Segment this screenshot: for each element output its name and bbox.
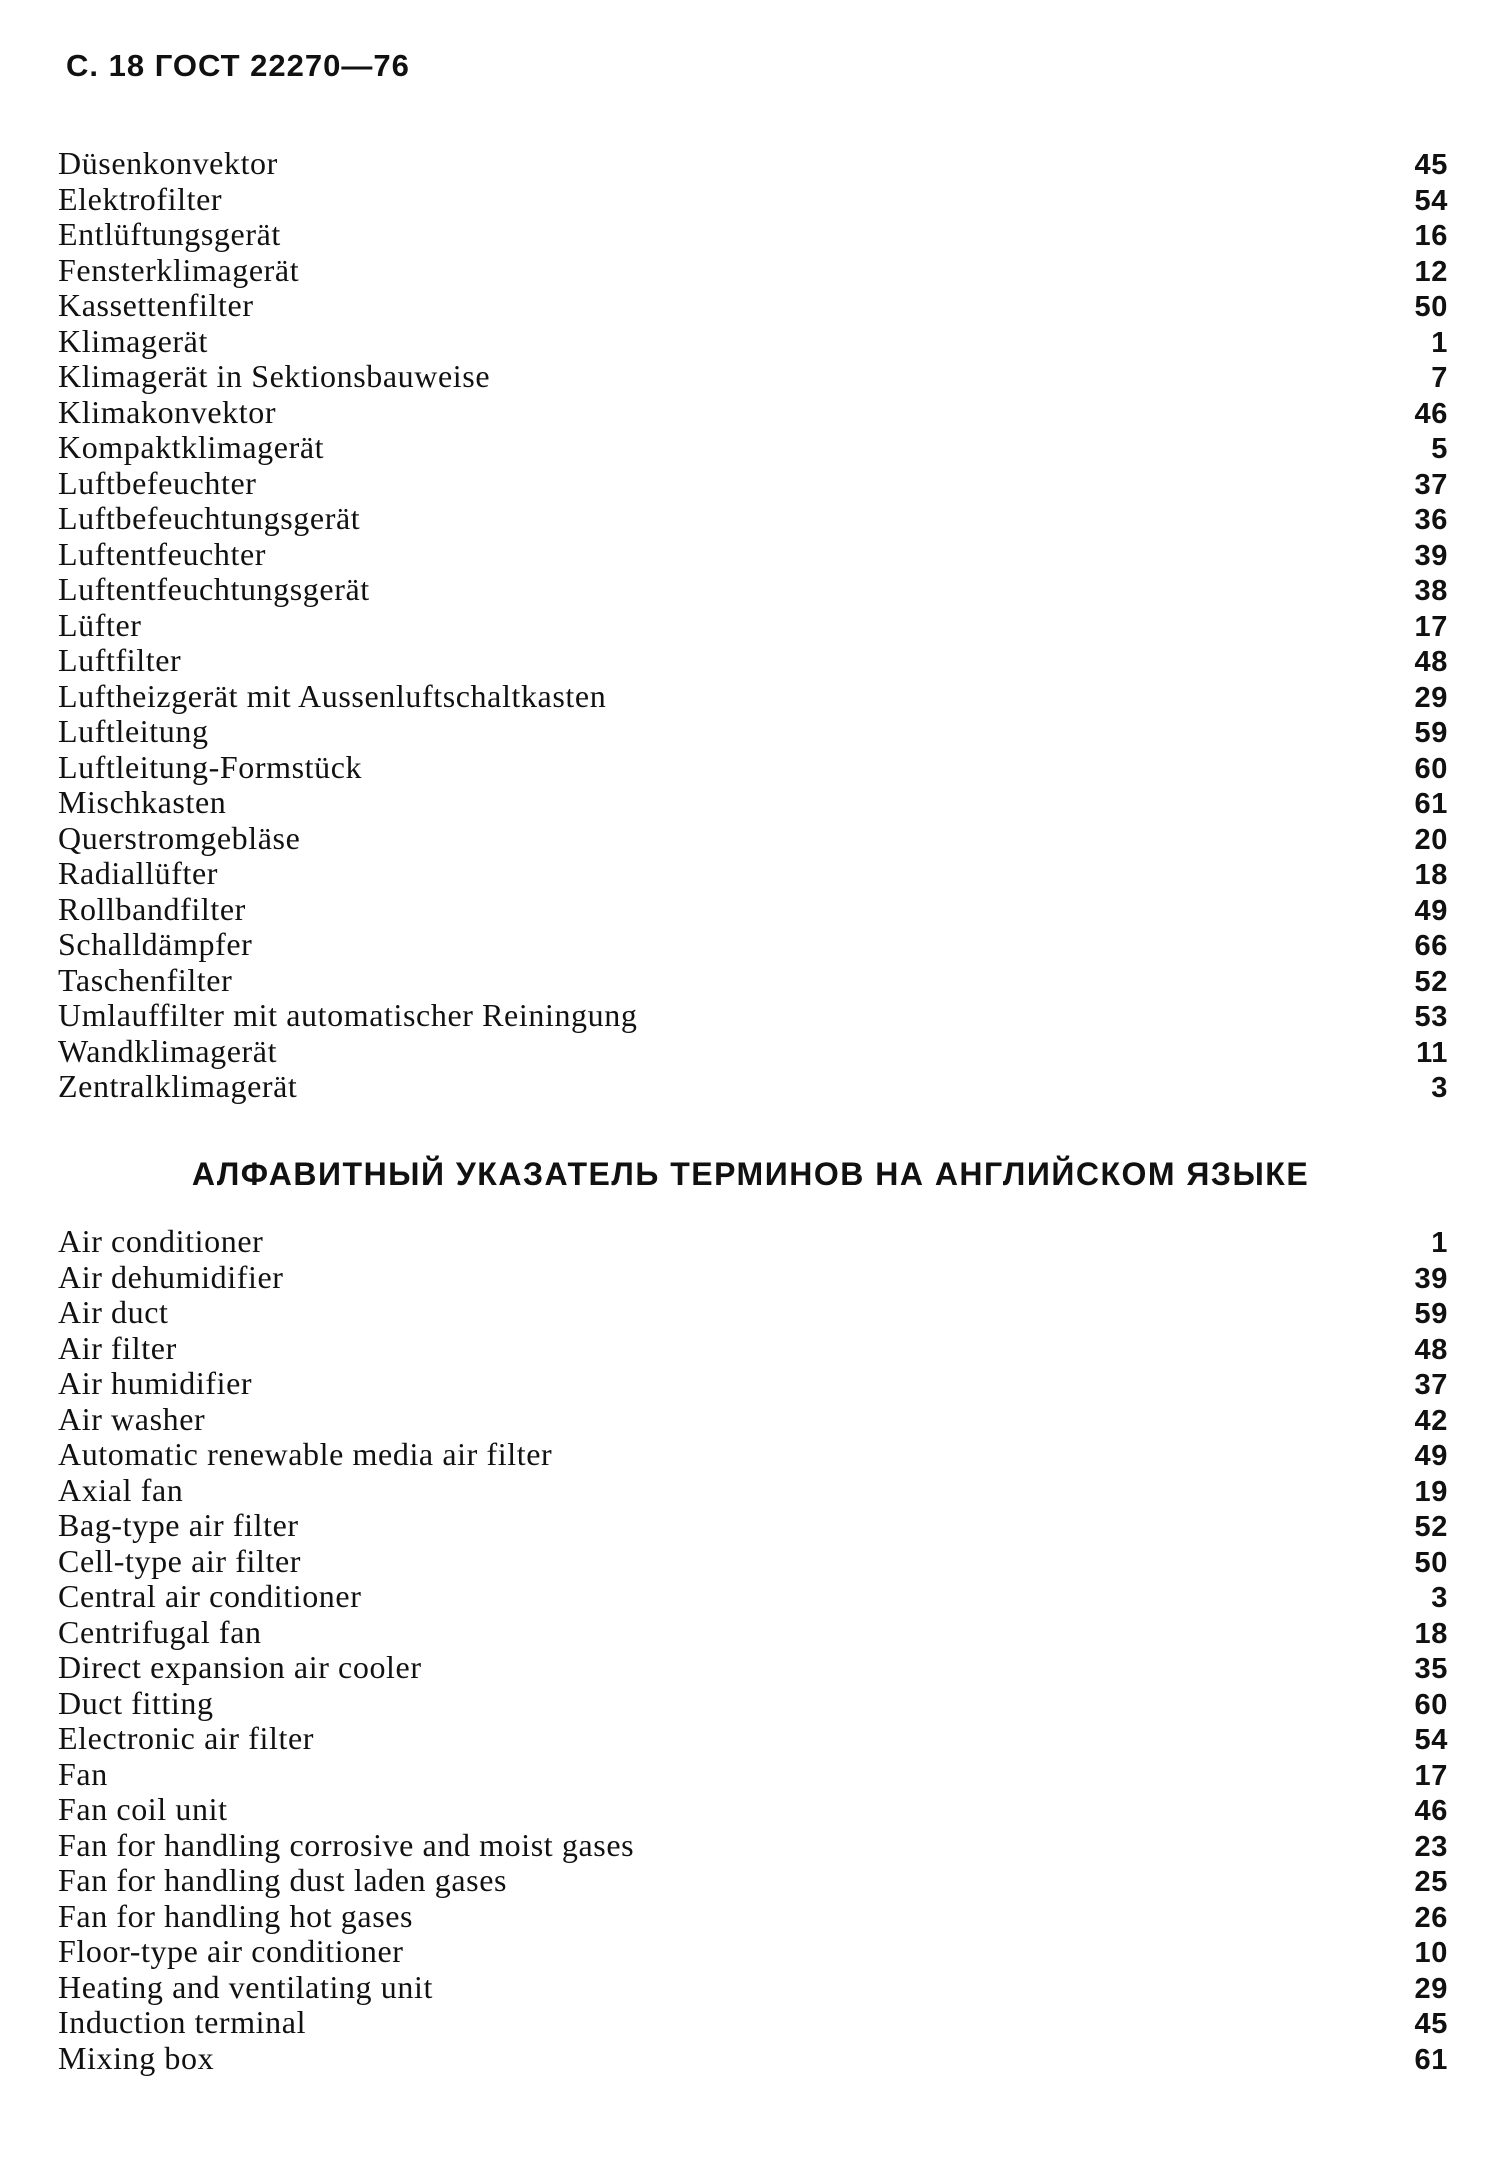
index-row bbox=[58, 1331, 1448, 1367]
index-term: Direct expansion air cooler bbox=[58, 1649, 422, 1685]
index-term: Floor-type air conditioner bbox=[58, 1933, 404, 1969]
index-term: Luftentfeuchtungsgerät bbox=[58, 571, 370, 607]
term-number: 37 bbox=[1414, 468, 1448, 501]
index-row bbox=[58, 998, 1448, 1034]
index-row bbox=[58, 927, 1448, 963]
index-row bbox=[58, 714, 1448, 750]
index-term: Umlauffilter mit automatischer Reiningung bbox=[58, 997, 638, 1033]
term-number: 35 bbox=[1414, 1653, 1448, 1685]
index-row bbox=[58, 679, 1448, 715]
index-row bbox=[58, 2041, 1448, 2077]
index-term: Mischkasten bbox=[58, 784, 227, 820]
index-row bbox=[58, 1615, 1448, 1651]
index-term: Entlüftungsgerät bbox=[58, 216, 281, 252]
term-number: 16 bbox=[1414, 220, 1448, 252]
index-term: Air filter bbox=[58, 1329, 177, 1366]
index-row bbox=[58, 1899, 1448, 1935]
index-term: Bag-type air filter bbox=[58, 1507, 299, 1543]
term-number: 39 bbox=[1414, 539, 1448, 572]
index-row bbox=[58, 1757, 1448, 1793]
index-term: Rollbandfilter bbox=[58, 890, 246, 927]
index-term: Schalldämpfer bbox=[58, 926, 253, 962]
index-term: Air dehumidifier bbox=[58, 1258, 284, 1295]
index-term: Fan for handling hot gases bbox=[58, 1897, 414, 1934]
index-row bbox=[58, 359, 1448, 395]
index-term: Air humidifier bbox=[58, 1365, 253, 1401]
index-row bbox=[58, 2005, 1448, 2041]
term-number: 36 bbox=[1414, 504, 1448, 536]
index-term: Luftheizgerät mit Aussenluftschaltkasten bbox=[58, 677, 607, 714]
index-row bbox=[58, 608, 1448, 644]
index-row bbox=[58, 963, 1448, 999]
english-index-heading: АЛФАВИТНЫЙ УКАЗАТЕЛЬ ТЕРМИНОВ НА АНГЛИЙСКОМ ЯЗЫКЕ bbox=[191, 1156, 1310, 1192]
index-row bbox=[58, 1686, 1448, 1722]
index-row bbox=[58, 1402, 1448, 1438]
index-term: Radiallüfter bbox=[58, 855, 219, 891]
index-term: Centrifugal fan bbox=[58, 1613, 262, 1650]
index-term: Luftleitung-Formstück bbox=[58, 748, 363, 785]
index-row bbox=[58, 1295, 1448, 1331]
term-number: 53 bbox=[1414, 1001, 1448, 1033]
term-number: 17 bbox=[1414, 610, 1448, 643]
index-term: Air washer bbox=[58, 1400, 206, 1437]
term-number: 60 bbox=[1414, 1688, 1448, 1721]
index-row bbox=[58, 324, 1448, 360]
index-term: Electronic air filter bbox=[58, 1720, 315, 1756]
term-number: 3 bbox=[1431, 1072, 1448, 1104]
term-number: 20 bbox=[1414, 823, 1448, 856]
term-number: 3 bbox=[1431, 1582, 1448, 1614]
index-row bbox=[58, 1544, 1448, 1580]
page-header: С. 18 ГОСТ 22270—76 bbox=[66, 48, 410, 83]
term-number: 61 bbox=[1414, 2043, 1448, 2076]
index-row bbox=[58, 1366, 1448, 1402]
term-number: 46 bbox=[1414, 397, 1448, 430]
term-number: 50 bbox=[1414, 291, 1448, 323]
index-row bbox=[58, 1034, 1448, 1070]
index-term: Automatic renewable media air filter bbox=[58, 1436, 553, 1472]
term-number: 59 bbox=[1414, 1298, 1448, 1330]
index-term: Air conditioner bbox=[58, 1223, 264, 1259]
index-row bbox=[58, 821, 1448, 857]
index-row bbox=[58, 1934, 1448, 1970]
term-number: 50 bbox=[1414, 1546, 1448, 1579]
index-row bbox=[58, 182, 1448, 218]
term-number: 10 bbox=[1414, 1937, 1448, 1969]
term-number: 52 bbox=[1414, 965, 1448, 998]
term-number: 25 bbox=[1414, 1866, 1448, 1898]
index-row bbox=[58, 288, 1448, 324]
index-row bbox=[58, 1721, 1448, 1757]
index-term: Düsenkonvektor bbox=[58, 145, 278, 181]
index-row bbox=[58, 253, 1448, 289]
index-term: Fan bbox=[58, 1755, 108, 1792]
index-row bbox=[58, 643, 1448, 679]
term-number: 39 bbox=[1414, 1262, 1448, 1295]
index-term: Wandklimagerät bbox=[58, 1032, 278, 1069]
index-row bbox=[58, 430, 1448, 466]
term-number: 12 bbox=[1414, 255, 1448, 288]
term-number: 37 bbox=[1414, 1369, 1448, 1401]
index-term: Luftbefeuchtungsgerät bbox=[58, 500, 361, 536]
index-term: Kassettenfilter bbox=[58, 287, 254, 323]
index-row bbox=[58, 1224, 1448, 1260]
term-number: 26 bbox=[1414, 1901, 1448, 1934]
term-number: 45 bbox=[1414, 149, 1448, 181]
term-number: 46 bbox=[1414, 1795, 1448, 1827]
index-term: Kompaktklimagerät bbox=[58, 429, 325, 465]
term-number: 1 bbox=[1431, 326, 1448, 359]
index-row bbox=[58, 146, 1448, 182]
index-term: Fan for handling dust laden gases bbox=[58, 1862, 508, 1898]
term-number: 42 bbox=[1414, 1404, 1448, 1437]
index-row bbox=[58, 1828, 1448, 1864]
term-number: 38 bbox=[1414, 575, 1448, 607]
index-row bbox=[58, 1260, 1448, 1296]
index-row bbox=[58, 217, 1448, 253]
term-number: 52 bbox=[1414, 1511, 1448, 1543]
index-term: Klimagerät bbox=[58, 322, 208, 359]
index-row bbox=[58, 1970, 1448, 2006]
index-term: Fensterklimagerät bbox=[58, 251, 300, 288]
index-term: Querstromgebläse bbox=[58, 819, 301, 856]
index-row bbox=[58, 501, 1448, 537]
index-row bbox=[58, 1650, 1448, 1686]
term-number: 61 bbox=[1414, 788, 1448, 820]
index-row bbox=[58, 1792, 1448, 1828]
index-term: Klimagerät in Sektionsbauweise bbox=[58, 358, 491, 394]
term-number: 49 bbox=[1414, 1440, 1448, 1472]
index-row bbox=[58, 1508, 1448, 1544]
german-term-index bbox=[58, 146, 1448, 1105]
index-term: Lüfter bbox=[58, 606, 142, 643]
english-term-index bbox=[58, 1224, 1448, 2076]
term-number: 7 bbox=[1431, 362, 1448, 394]
index-term: Mixing box bbox=[58, 2039, 215, 2076]
term-number: 1 bbox=[1431, 1227, 1448, 1259]
index-term: Elektrofilter bbox=[58, 180, 223, 217]
index-row bbox=[58, 572, 1448, 608]
index-term: Klimakonvektor bbox=[58, 393, 277, 430]
index-term: Taschenfilter bbox=[58, 961, 233, 998]
index-row bbox=[58, 1437, 1448, 1473]
term-number: 29 bbox=[1414, 1972, 1448, 2005]
term-number: 18 bbox=[1414, 1617, 1448, 1650]
index-row bbox=[58, 785, 1448, 821]
index-term: Luftfilter bbox=[58, 642, 182, 678]
index-row bbox=[58, 1863, 1448, 1899]
term-number: 5 bbox=[1431, 433, 1448, 465]
index-row bbox=[58, 750, 1448, 786]
index-term: Luftentfeuchter bbox=[58, 535, 266, 572]
index-row bbox=[58, 1069, 1448, 1105]
term-number: 45 bbox=[1414, 2008, 1448, 2040]
index-row bbox=[58, 537, 1448, 573]
term-number: 54 bbox=[1414, 1724, 1448, 1756]
term-number: 11 bbox=[1416, 1036, 1448, 1069]
term-number: 19 bbox=[1414, 1475, 1448, 1508]
index-term: Air duct bbox=[58, 1294, 169, 1330]
index-row bbox=[58, 395, 1448, 431]
index-term: Axial fan bbox=[58, 1471, 184, 1508]
index-term: Duct fitting bbox=[58, 1684, 214, 1721]
index-term: Induction terminal bbox=[58, 2004, 307, 2040]
index-row bbox=[58, 856, 1448, 892]
term-number: 17 bbox=[1414, 1759, 1448, 1792]
index-term: Fan for handling corrosive and moist gases bbox=[58, 1826, 635, 1863]
term-number: 18 bbox=[1414, 859, 1448, 891]
index-row bbox=[58, 1579, 1448, 1615]
term-number: 54 bbox=[1414, 184, 1448, 217]
term-number: 48 bbox=[1414, 646, 1448, 678]
term-number: 66 bbox=[1414, 930, 1448, 962]
index-row bbox=[58, 892, 1448, 928]
index-term: Luftbefeuchter bbox=[58, 464, 257, 501]
term-number: 49 bbox=[1414, 894, 1448, 927]
index-term: Cell-type air filter bbox=[58, 1542, 302, 1579]
term-number: 23 bbox=[1414, 1830, 1448, 1863]
index-term: Luftleitung bbox=[58, 713, 209, 749]
index-term: Central air conditioner bbox=[58, 1578, 362, 1614]
term-number: 60 bbox=[1414, 752, 1448, 785]
index-row bbox=[58, 1473, 1448, 1509]
term-number: 29 bbox=[1414, 681, 1448, 714]
index-term: Fan coil unit bbox=[58, 1791, 228, 1827]
index-term: Heating and ventilating unit bbox=[58, 1968, 433, 2005]
index-row bbox=[58, 466, 1448, 502]
term-number: 59 bbox=[1414, 717, 1448, 749]
term-number: 48 bbox=[1414, 1333, 1448, 1366]
index-term: Zentralklimagerät bbox=[58, 1068, 298, 1104]
